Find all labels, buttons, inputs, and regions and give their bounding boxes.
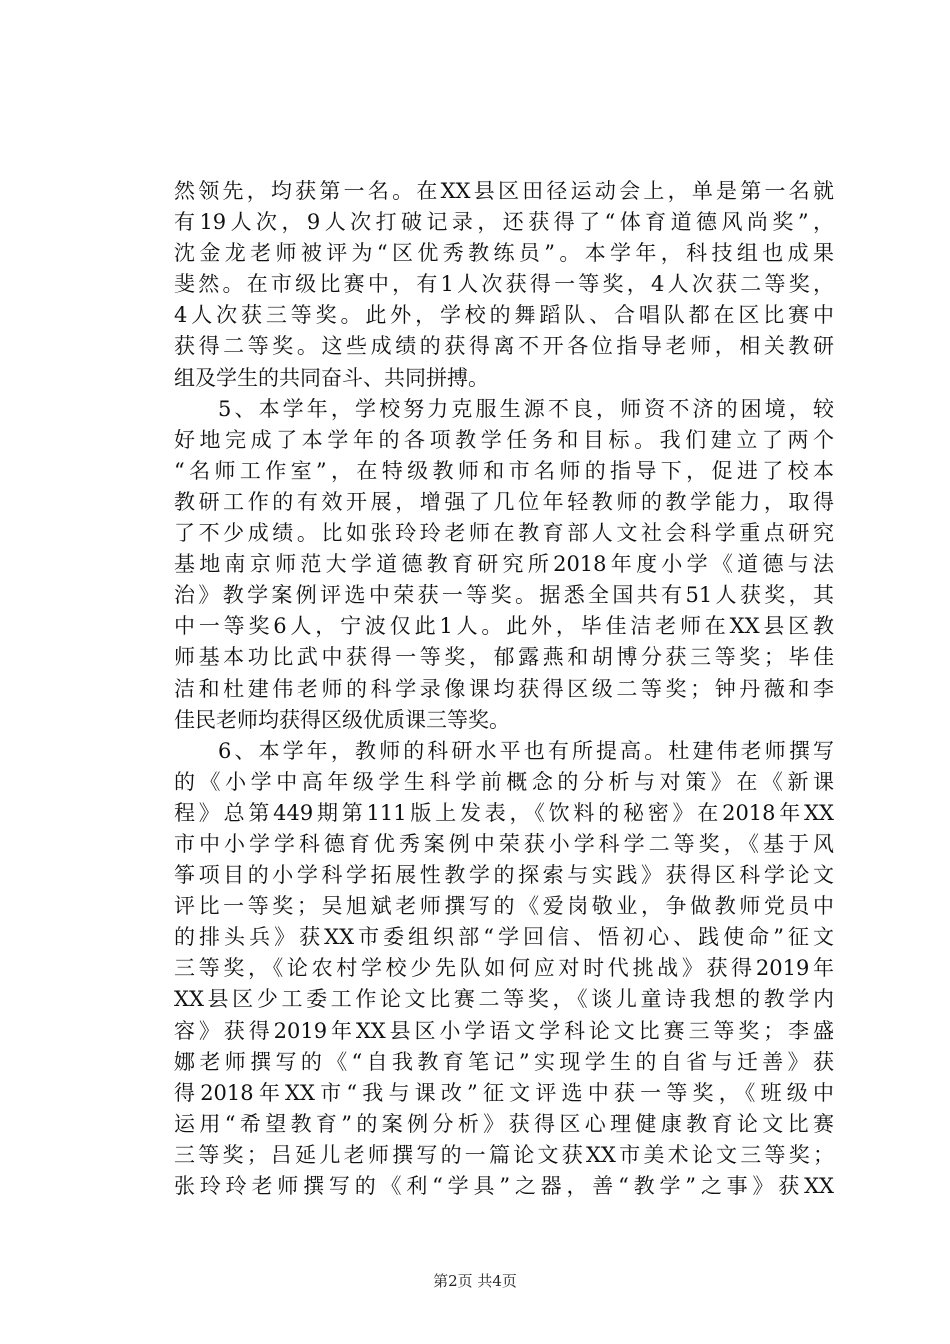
paragraph-line: 三等奖；吕延儿老师撰写的一篇论文获XX市美术论文三等奖； [174, 1142, 834, 1167]
paragraph [174, 176, 834, 394]
paragraph-line: 治》教学案例评选中荣获一等奖。据悉全国共有51人获奖，其 [174, 583, 834, 608]
paragraph-line: 的《小学中高年级学生科学前概念的分析与对策》在《新课 [174, 769, 834, 794]
paragraph-line: 筝项目的小学科学拓展性教学的探索与实践》获得区科学论文 [174, 863, 834, 888]
paragraph-line: “名师工作室”，在特级教师和市名师的指导下，促进了校本 [174, 458, 834, 483]
paragraph-line: 容》获得2019年XX县区小学语文学科论文比赛三等奖；李盛 [174, 1018, 834, 1043]
paragraph-line: XX县区少工委工作论文比赛二等奖，《谈儿童诗我想的教学内 [174, 987, 834, 1012]
paragraph-line: 娜老师撰写的《“自我教育笔记”实现学生的自省与迁善》获 [174, 1049, 834, 1074]
paragraph [174, 394, 834, 736]
paragraph-line: 得2018年XX市“我与课改”征文评选中获一等奖，《班级中 [174, 1080, 834, 1105]
paragraph-line: 然领先，均获第一名。在XX县区田径运动会上，单是第一名就 [174, 179, 834, 203]
paragraph-line: 洁和杜建伟老师的科学录像课均获得区级二等奖；钟丹薇和李 [174, 676, 834, 701]
paragraph-line: 获得二等奖。这些成绩的获得离不开各位指导老师，相关教研 [174, 334, 834, 359]
paragraph-line: 师基本功比武中获得一等奖，郁露燕和胡博分获三等奖；毕佳 [174, 645, 834, 670]
paragraph-line: 运用“希望教育”的案例分析》获得区心理健康教育论文比赛 [174, 1111, 834, 1136]
paragraph-line: 6、本学年，教师的科研水平也有所提高。杜建伟老师撰写 [218, 738, 834, 763]
paragraph-line: 教研工作的有效开展，增强了几位年轻教师的教学能力，取得 [174, 489, 834, 514]
document-body [174, 176, 834, 1202]
paragraph-line: 市中小学学科德育优秀案例中荣获小学科学二等奖，《基于风 [174, 831, 834, 856]
paragraph-line: 基地南京师范大学道德教育研究所2018年度小学《道德与法 [174, 552, 834, 577]
paragraph-line: 佳民老师均获得区级优质课三等奖。 [174, 707, 510, 732]
paragraph [174, 736, 834, 1202]
paragraph-line: 组及学生的共同奋斗、共同拼搏。 [174, 365, 489, 390]
paragraph-line: 程》总第449期第111版上发表，《饮料的秘密》在2018年XX [174, 800, 834, 825]
paragraph-line: 沈金龙老师被评为“区优秀教练员”。本学年，科技组也成果 [174, 241, 834, 266]
page-number-footer: 第2页 共4页 [433, 1272, 517, 1290]
paragraph-line: 了不少成绩。比如张玲玲老师在教育部人文社会科学重点研究 [174, 521, 834, 546]
paragraph-line: 4人次获三等奖。此外，学校的舞蹈队、合唱队都在区比赛中 [174, 303, 834, 328]
paragraph-line: 的排头兵》获XX市委组织部“学回信、悟初心、践使命”征文 [174, 925, 834, 950]
paragraph-line: 有19人次，9人次打破记录，还获得了“体育道德风尚奖”， [174, 210, 834, 235]
paragraph-line: 评比一等奖；吴旭斌老师撰写的《爱岗敬业，争做教师党员中 [174, 894, 834, 919]
paragraph-line: 好地完成了本学年的各项教学任务和目标。我们建立了两个 [174, 427, 834, 452]
paragraph-line: 5、本学年，学校努力克服生源不良，师资不济的困境，较 [218, 396, 834, 421]
paragraph-line: 三等奖，《论农村学校少先队如何应对时代挑战》获得2019年 [174, 956, 834, 981]
paragraph-line: 斐然。在市级比赛中，有1人次获得一等奖，4人次获二等奖， [174, 272, 834, 297]
paragraph-line: 张玲玲老师撰写的《利“学具”之器，善“教学”之事》获XX [174, 1174, 834, 1198]
paragraph-line: 中一等奖6人，宁波仅此1人。此外，毕佳洁老师在XX县区教 [174, 614, 834, 639]
